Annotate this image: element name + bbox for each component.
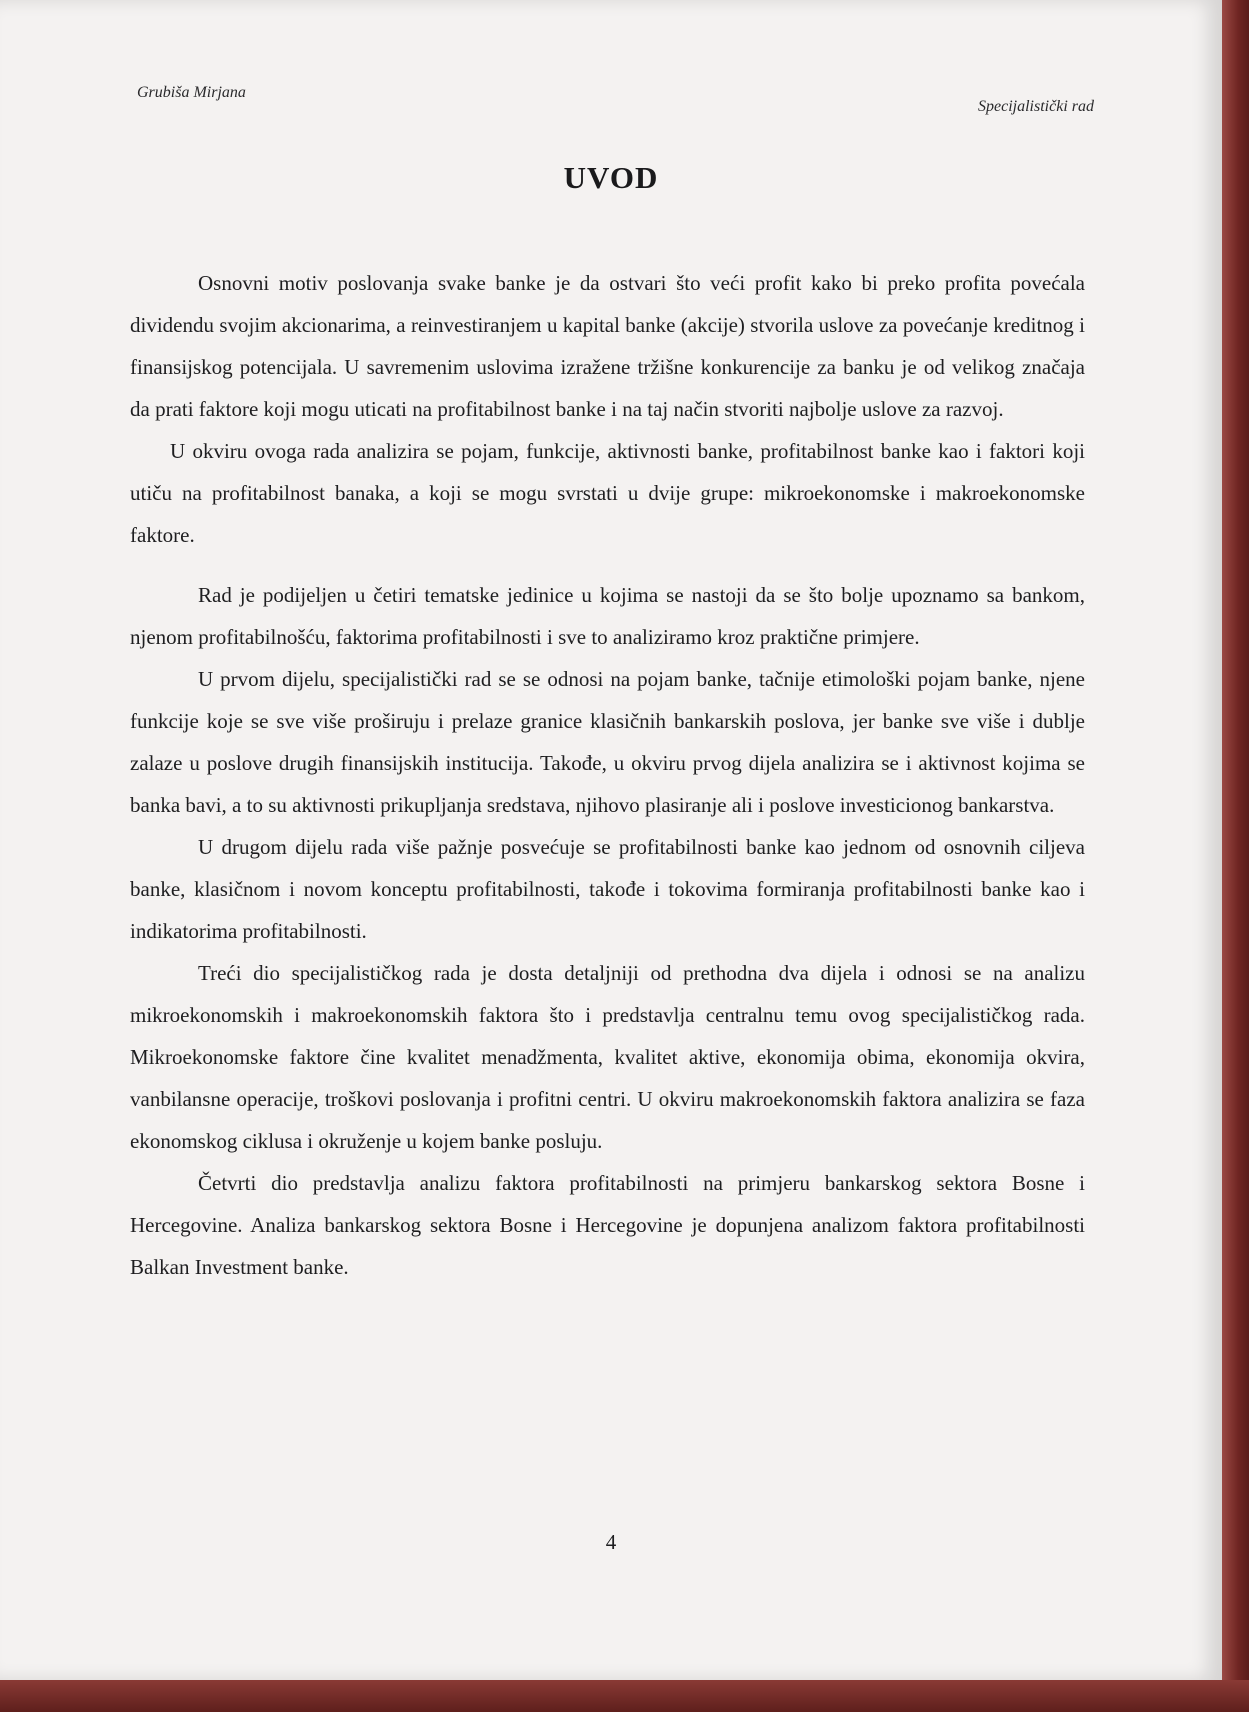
paragraph-part-two: U drugom dijelu rada više pažnje posvećuje se profitabilnosti banke kao jednom od osnovnih ciljeva banke, klasičnom i novom konceptu profitabilnosti, takođe i tokovima formiranja profitabilnosti banke kao i indikatorima profitabilnosti. — [130, 835, 1085, 943]
section-title: UVOD — [563, 160, 659, 195]
paragraph-part-four: Četvrti dio predstavlja analizu faktora profitabilnosti na primjeru bankarskog sektora Bosne i Hercegovine. Analiza bankarskog sektora Bosne i Hercegovine je dopunjena analizom faktora profitabilnosti Balkan Investment banke. — [130, 1171, 1085, 1279]
paragraph-part-one: U prvom dijelu, specijalistički rad se se odnosi na pojam banke, tačnije etimološki pojam banke, njene funkcije koje se sve više proširuju i prelaze granice klasičnih bankarskih poslova, jer banke sve više i dublje zalaze u poslove drugih finansijskih institucija. Takođe, u okviru prvog dijela analizira se i aktivnost kojima se banka bavi, a to su aktivnosti prikupljanja sredstava, njihovo plasiranje ali i poslove investicionog bankarstva. — [130, 667, 1085, 817]
paragraph-structure: Rad je podijeljen u četiri tematske jedinice u kojima se nastoji da se što bolje upoznamo sa bankom, njenom profitabilnošću, faktorima profitabilnosti i sve to analiziramo kroz praktične primjere. — [130, 583, 1085, 649]
paragraph-intro: Osnovni motiv poslovanja svake banke je da ostvari što veći profit kako bi preko profita povećala dividendu svojim akcionarima, a reinvestiranjem u kapital banke (akcije) stvorila uslove za povećanje kreditnog i finansijskog potencijala. U savremenim uslovima izražene tržišne konkurencije za banku je od velikog značaja da prati faktore koji mogu uticati na profitabilnost banke i na taj način stvoriti najbolje uslove za razvoj. — [130, 271, 1085, 421]
header-doc-type: Specijalistički rad — [978, 98, 1094, 115]
paragraph-scope: U okviru ovoga rada analizira se pojam, funkcije, aktivnosti banke, profitabilnost banke kao i faktori koji utiču na profitabilnost banaka, a koji se mogu svrstati u dvije grupe: mikroekonomske i makroekonomske faktore. — [130, 439, 1085, 547]
paragraph-part-three: Treći dio specijalističkog rada je dosta detaljniji od prethodna dva dijela i odnosi se na analizu mikroekonomskih i makroekonomskih faktora što i predstavlja centralnu temu ovog specijalističkog rada. Mikroekonomske faktore čine kvalitet menadžmenta, kvalitet aktive, ekonomija obima, ekonomija okvira, vanbilansne operacije, troškovi poslovanja i profitni centri. U okviru makroekonomskih faktora analizira se faza ekonomskog ciklusa i okruženje u kojem banke posluju. — [130, 961, 1085, 1153]
page-number: 4 — [605, 1530, 617, 1554]
book-cover-edge-right — [1222, 0, 1249, 1712]
body-text — [130, 262, 1085, 1288]
book-cover-edge-bottom — [0, 1680, 1249, 1712]
header-author: Grubiša Mirjana — [137, 84, 246, 101]
